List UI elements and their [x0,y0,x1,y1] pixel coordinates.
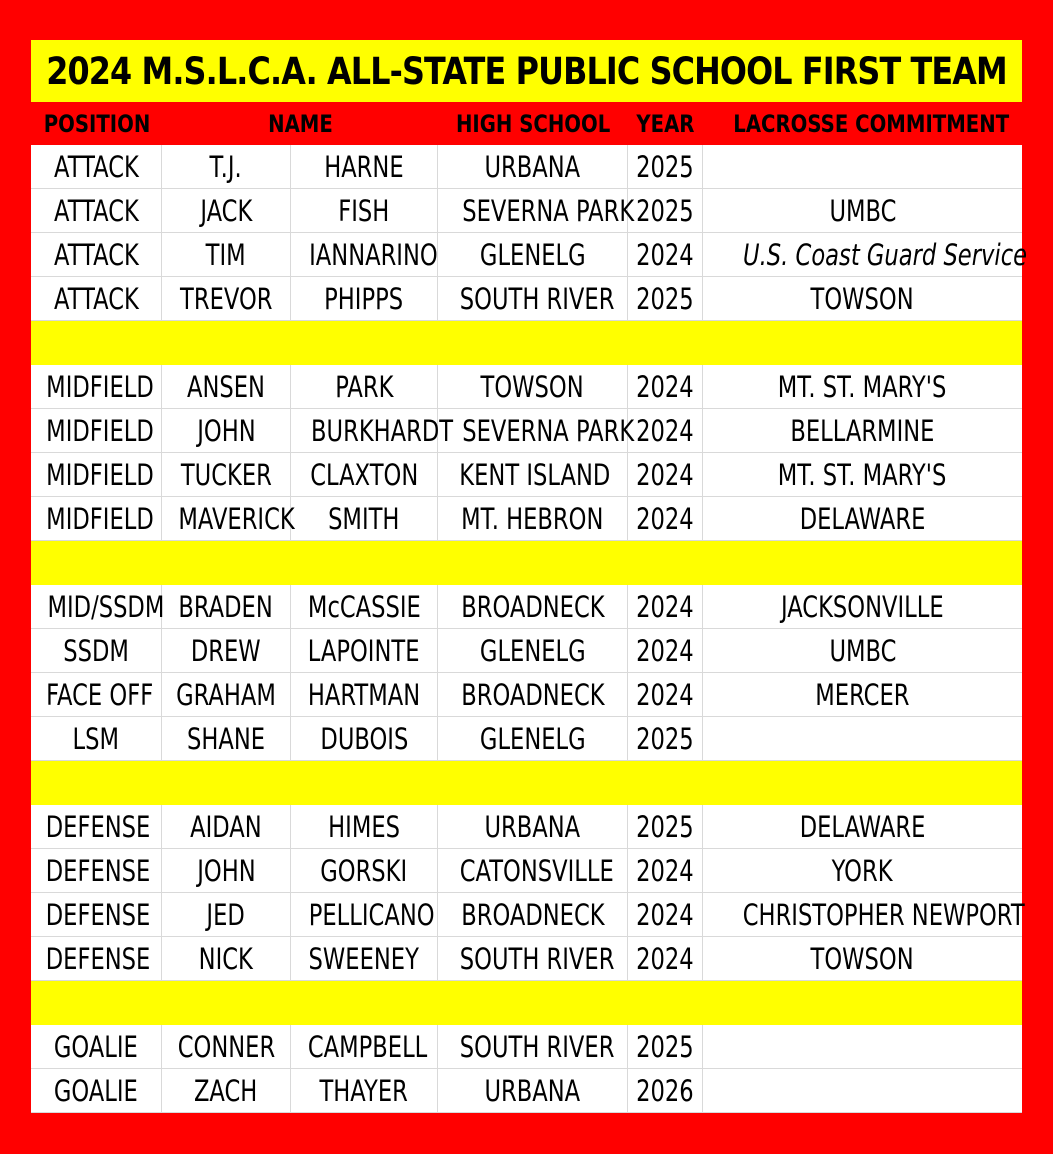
cell-high-school: SOUTH RIVER [438,937,628,981]
cell-year: 2024 [628,629,703,673]
cell-first-name: TUCKER [162,453,291,497]
cell-last-name: PARK [291,365,438,409]
cell-commitment: MERCER [815,678,910,712]
cell-year: 2025 [628,189,703,233]
cell-high-school: GLENELG [438,629,628,673]
cell-commitment: DELAWARE [799,502,926,536]
cell-first-name: ANSEN [162,365,291,409]
cell-commitment: YORK [832,854,893,888]
header-position: POSITION [43,110,150,138]
cell-high-school: URBANA [438,1069,628,1113]
header-high-school: HIGH SCHOOL [455,110,611,138]
cell-high-school: SEVERNA PARK [438,189,628,233]
cell-year: 2024 [628,365,703,409]
cell-commitment: TOWSON [810,282,915,316]
cell-position: FACE OFF [31,673,162,717]
cell-last-name: CAMPBELL [291,1025,438,1069]
cell-first-name: GRAHAM [162,673,291,717]
cell-position: ATTACK [31,189,162,233]
cell-commitment: DELAWARE [799,810,926,844]
cell-last-name: SWEENEY [291,937,438,981]
cell-last-name: BURKHARDT [291,409,438,453]
table-row [31,497,1022,541]
table-row [31,585,1022,629]
cell-position: GOALIE [31,1069,162,1113]
cell-year: 2025 [628,145,703,189]
cell-commitment: UMBC [828,194,896,228]
cell-high-school: URBANA [438,145,628,189]
cell-last-name: THAYER [291,1069,438,1113]
cell-position: DEFENSE [31,937,162,981]
cell-year: 2024 [628,849,703,893]
cell-first-name: ZACH [162,1069,291,1113]
cell-first-name: DREW [162,629,291,673]
cell-year: 2025 [628,805,703,849]
cell-position: ATTACK [31,277,162,321]
cell-position: LSM [31,717,162,761]
cell-first-name: TIM [162,233,291,277]
cell-position: DEFENSE [31,893,162,937]
cell-position: MIDFIELD [31,453,162,497]
cell-commitment: U.S. Coast Guard Service [743,238,1028,272]
cell-first-name: T.J. [162,145,291,189]
table-row [31,233,1028,277]
table-row [31,277,1022,321]
cell-first-name: JED [162,893,291,937]
cell-position: DEFENSE [31,805,162,849]
cell-position: ATTACK [31,145,162,189]
cell-last-name: DUBOIS [291,717,438,761]
cell-position: MIDFIELD [31,497,162,541]
cell-high-school: TOWSON [438,365,628,409]
cell-first-name: SHANE [162,717,291,761]
section-divider [31,321,1022,365]
cell-last-name: IANNARINO [291,233,438,277]
cell-commitment: MT. ST. MARY'S [778,370,947,404]
cell-year: 2024 [628,497,703,541]
cell-year: 2024 [628,585,703,629]
header-name: NAME [267,110,333,138]
column-headers [31,103,1022,145]
table-row [31,717,1022,761]
table-row [31,365,1022,409]
table-row [31,937,1022,981]
cell-high-school: BROADNECK [438,893,628,937]
cell-last-name: PHIPPS [291,277,438,321]
cell-year: 2026 [628,1069,703,1113]
cell-last-name: McCASSIE [291,585,438,629]
section-divider [31,541,1022,585]
section-divider [31,981,1022,1025]
cell-year: 2024 [628,233,703,277]
table-row [31,189,1022,233]
cell-first-name: AIDAN [162,805,291,849]
cell-high-school: CATONSVILLE [438,849,628,893]
page-title: 2024 M.S.L.C.A. ALL-STATE PUBLIC SCHOOL FIRST TEAM [46,49,1007,93]
cell-last-name: PELLICANO [291,893,438,937]
cell-high-school: BROADNECK [438,673,628,717]
cell-last-name: SMITH [291,497,438,541]
cell-position: SSDM [31,629,162,673]
cell-year: 2025 [628,717,703,761]
cell-first-name: BRADEN [162,585,291,629]
cell-position: MIDFIELD [31,409,162,453]
cell-commitment: BELLARMINE [790,414,935,448]
cell-last-name: FISH [291,189,438,233]
table-row [31,1025,1022,1069]
cell-commitment [703,1069,1022,1113]
cell-last-name: CLAXTON [291,453,438,497]
cell-commitment [703,145,1022,189]
cell-commitment: MT. ST. MARY'S [778,458,947,492]
cell-high-school: URBANA [438,805,628,849]
cell-position: DEFENSE [31,849,162,893]
cell-high-school: MT. HEBRON [438,497,628,541]
cell-last-name: LAPOINTE [291,629,438,673]
cell-high-school: SEVERNA PARK [438,409,628,453]
table-row [31,145,1022,189]
cell-commitment: JACKSONVILLE [781,590,944,624]
header-commitment: LACROSSE COMMITMENT [733,110,1010,138]
cell-high-school: SOUTH RIVER [438,1025,628,1069]
roster-table [31,145,1028,1112]
cell-first-name: CONNER [162,1025,291,1069]
cell-first-name: NICK [162,937,291,981]
cell-position: MID/SSDM [31,585,162,629]
cell-year: 2024 [628,937,703,981]
cell-high-school: SOUTH RIVER [438,277,628,321]
cell-first-name: JOHN [162,849,291,893]
cell-year: 2024 [628,453,703,497]
cell-position: GOALIE [31,1025,162,1069]
section-divider [31,761,1022,805]
table-row [31,409,1022,453]
cell-last-name: HARTMAN [291,673,438,717]
table-row [31,1069,1022,1113]
cell-commitment: UMBC [828,634,896,668]
cell-first-name: JACK [162,189,291,233]
cell-last-name: GORSKI [291,849,438,893]
cell-position: ATTACK [31,233,162,277]
cell-first-name: JOHN [162,409,291,453]
table-row [31,893,1025,937]
cell-position: MIDFIELD [31,365,162,409]
cell-first-name: TREVOR [162,277,291,321]
table-row [31,629,1022,673]
cell-commitment: CHRISTOPHER NEWPORT [742,898,1025,932]
cell-year: 2025 [628,277,703,321]
cell-first-name: MAVERICK [162,497,291,541]
cell-high-school: GLENELG [438,717,628,761]
cell-year: 2025 [628,1025,703,1069]
cell-year: 2024 [628,673,703,717]
table-row [31,849,1022,893]
cell-high-school: KENT ISLAND [438,453,628,497]
cell-year: 2024 [628,893,703,937]
header-year: YEAR [636,110,695,138]
cell-last-name: HARNE [291,145,438,189]
table-row [31,453,1022,497]
cell-high-school: BROADNECK [438,585,628,629]
cell-commitment [703,717,1022,761]
table-row [31,805,1022,849]
cell-commitment: TOWSON [810,942,915,976]
table-row [31,673,1022,717]
cell-commitment [703,1025,1022,1069]
cell-last-name: HIMES [291,805,438,849]
cell-high-school: GLENELG [438,233,628,277]
cell-year: 2024 [628,409,703,453]
title-banner [31,40,1022,102]
